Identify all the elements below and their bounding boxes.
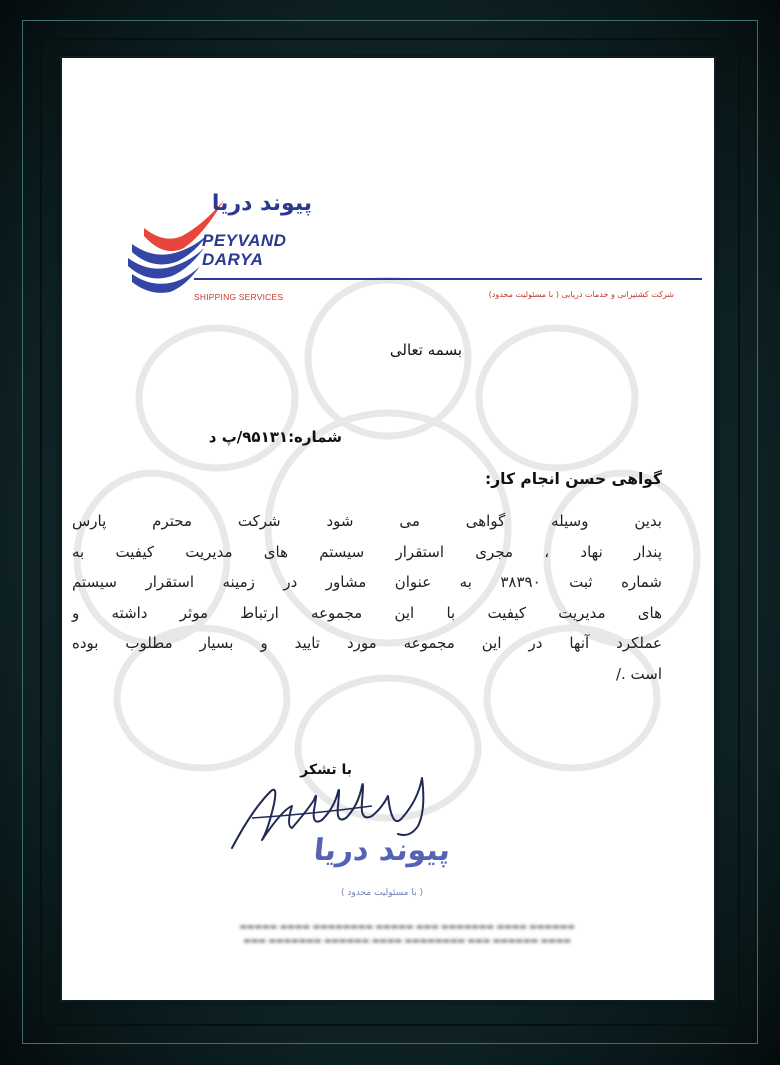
body-line: است ./ [615,664,662,683]
basmala-heading: بسمه تعالی [389,341,462,359]
closing-thanks: با تشکر [300,762,352,778]
blurred-footer: ▬▬▬▬▬▬ ▬▬▬▬ ▬▬▬▬▬▬▬ ▬▬▬ ▬▬▬▬▬ ▬▬▬▬▬▬▬▬ ▬▬▬▬ ▬▬▬▬▬ ▬▬▬▬ ▬▬▬▬▬▬ ▬▬▬ ▬▬▬▬▬▬▬▬ ▬▬▬▬ ▬▬▬▬▬▬ ▬▬▬▬▬▬▬ ▬▬▬ [239,922,575,945]
brand-name-persian: پیوند دریا [211,191,313,216]
body-line: بدین وسیله گواهی می شود شرکت محترم پارس [72,512,662,530]
company-description: شرکت کشتیرانی و خدمات دریایی ( با مسئولیت محدود) [488,290,674,299]
brand-line-1: PEYVAND [202,231,287,250]
body-line: های مدیریت کیفیت با این مجموعه ارتباط موثر داشته و [72,603,662,622]
brand-line-2: DARYA [202,250,264,269]
letter-body [72,506,662,689]
letter-subject: گواهی حسن انجام کار: [485,470,662,488]
body-line: شماره ثبت ۳۸۳۹۰ به عنوان مشاور در زمینه استقرار سیستم [72,573,662,591]
body-line: پندار نهاد ، مجری استقرار سیستم های مدیریت کیفیت به [72,542,662,561]
shipping-services-label: SHIPPING SERVICES [194,292,284,302]
body-line: عملکرد آنها در این مجموعه مورد تایید و بسیار مطلوب بوده [72,634,662,652]
company-stamp: پیوند دریا [311,833,453,868]
stamp-subtitle: ( با مسئولیت محدود ) [341,888,423,898]
brand-name-english [202,231,286,269]
letter-number: شماره:۹۵۱۳۱/پ د [208,428,342,446]
letterhead-rule [194,278,702,280]
certificate-page [62,58,714,1000]
